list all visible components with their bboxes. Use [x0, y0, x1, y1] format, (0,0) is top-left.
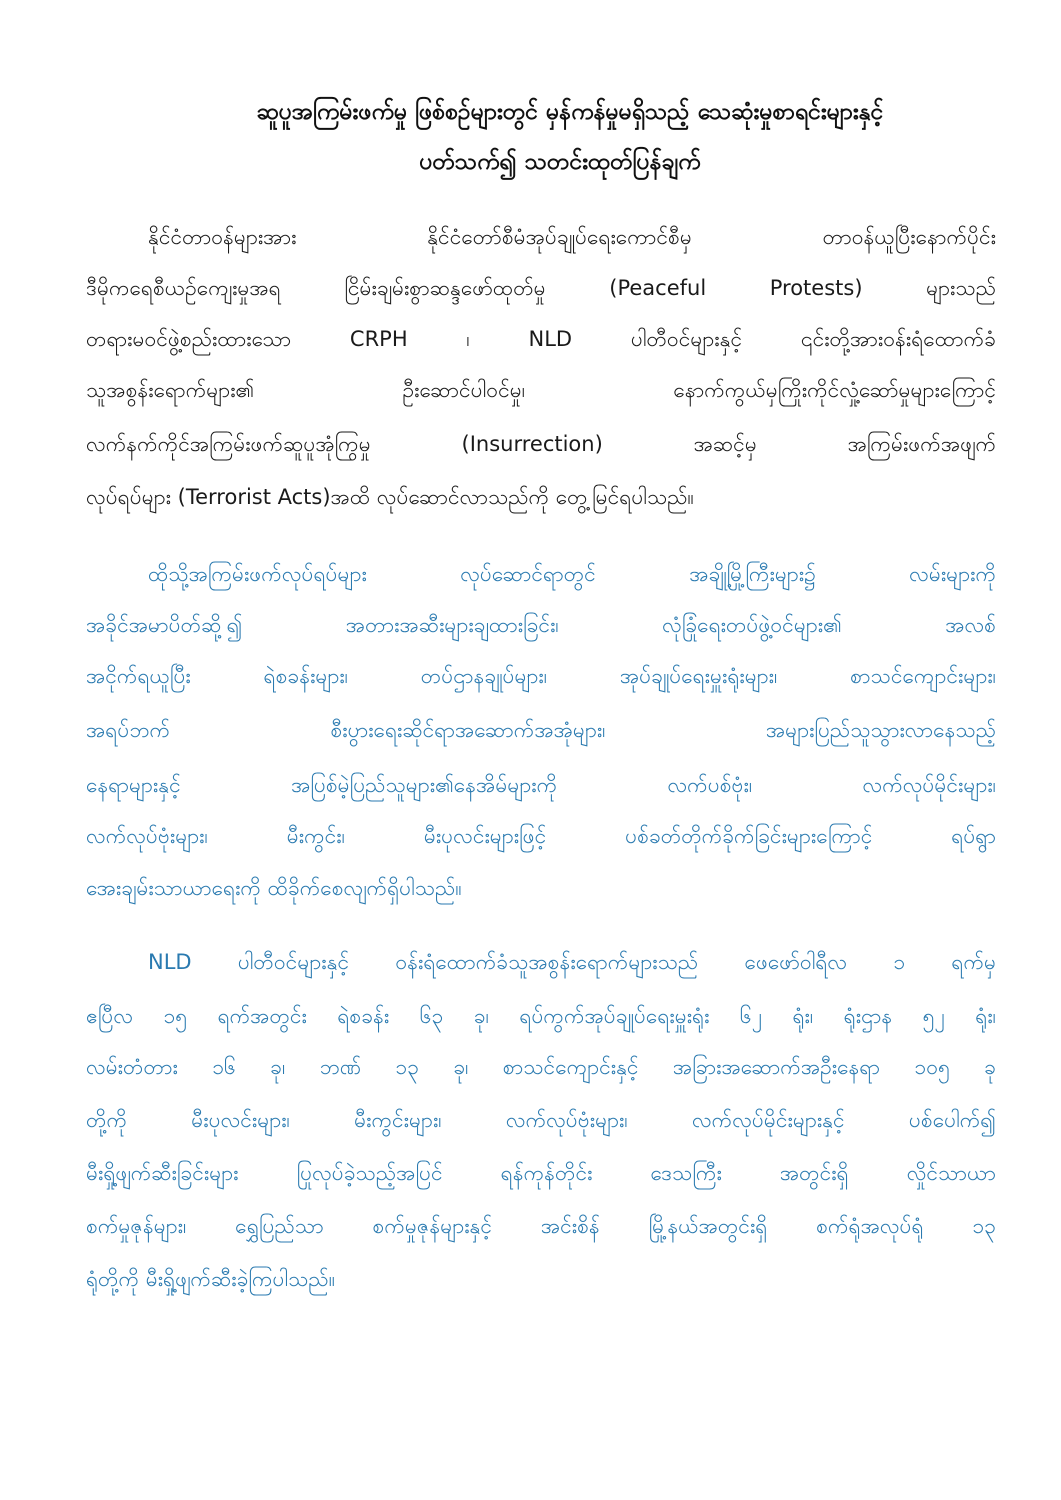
paragraph-2-line: နေရာများနှင့် အပြစ်မဲ့ပြည်သူများ၏နေအိမ်များကို လက်ပစ်ဗုံး၊ လက်လုပ်မိုင်းများ၊ [86, 773, 996, 797]
paragraph-3-line: တို့ကို မီးပုလင်းများ၊ မီးကွင်းများ၊ လက်လုပ်ဗုံးများ၊ လက်လုပ်မိုင်းများနှင့် ပစ်ပေါက်၍ [86, 1108, 996, 1132]
paragraph-2-line: လက်လုပ်ဗုံးများ၊ မီးကွင်း၊ မီးပုလင်းများဖြင့် ပစ်ခတ်တိုက်ခိုက်ခြင်းများကြောင့် ရပ်ရွာ [86, 824, 996, 848]
paragraph-1-line: လက်နက်ကိုင်အကြမ်းဖက်ဆူပူအုံကြွမှု (Insurrection) အဆင့်မှ အကြမ်းဖက်အဖျက် [86, 432, 996, 456]
paragraph-2-line: အငိုက်ရယူပြီး ရဲစခန်းများ၊ တပ်ဌာနချုပ်များ၊ အုပ်ချုပ်ရေးမှူးရုံးများ၊ စာသင်ကျောင်းများ၊ [86, 664, 996, 688]
paragraph-1-line: လုပ်ရပ်များ (Terrorist Acts)အထိ လုပ်ဆောင်လာသည်ကို တွေ့မြင်ရပါသည်။ [86, 485, 694, 509]
paragraph-2-line: အရပ်ဘက် စီးပွားရေးဆိုင်ရာအဆောက်အအုံများ၊ အများပြည်သူသွားလာနေသည့် [86, 718, 996, 742]
paragraph-2-line: ထိုသို့အကြမ်းဖက်လုပ်ရပ်များ လုပ်ဆောင်ရာတွင် အချို့မြို့ကြီးများ၌ လမ်းများကို [148, 562, 996, 586]
document-title-line-1: ဆူပူအကြမ်းဖက်မှု ဖြစ်စဉ်များတွင် မှန်ကန်မှုမရှိသည့် သေဆုံးမှုစာရင်းများနှင့် [256, 99, 884, 125]
paragraph-2-line: အခိုင်အမာပိတ်ဆို့၍ အတားအဆီးများချထားခြင်း၊ လုံခြုံရေးတပ်ဖွဲ့ဝင်များ၏ အလစ် [86, 613, 996, 637]
document-title-line-2: ပတ်သက်၍ သတင်းထုတ်ပြန်ချက် [419, 149, 701, 175]
paragraph-2-line: အေးချမ်းသာယာရေးကို ထိခိုက်စေလျက်ရှိပါသည်။ [86, 876, 462, 900]
paragraph-1-line: သူအစွန်းရောက်များ၏ ဦးဆောင်ပါဝင်မှု၊ နောက်ကွယ်မှကြိုးကိုင်လှုံ့ဆော်မှုများကြောင့် [86, 378, 996, 402]
paragraph-3-line: လမ်းတံတား ၁၆ ခု၊ ဘဏ် ၁၃ ခု၊ စာသင်ကျောင်းနှင့် အခြားအဆောက်အဦးနေရာ ၁၀၅ ခု [86, 1055, 996, 1079]
paragraph-3-line: NLD ပါတီဝင်များနှင့် ဝန်းရံထောက်ခံသူအစွန်းရောက်များသည် ဖေဖော်ဝါရီလ ၁ ရက်မှ [148, 950, 996, 974]
paragraph-3-line: ရုံတို့ကို မီးရှို့ဖျက်ဆီးခဲ့ကြပါသည်။ [86, 1267, 336, 1291]
paragraph-3-line: ဧပြီလ ၁၅ ရက်အတွင်း ရဲစခန်း ၆၃ ခု၊ ရပ်ကွက်အုပ်ချုပ်ရေးမှူးရုံး ၆၂ ရုံး၊ ရုံးဌာန ၅၂ ရုံး၊ [86, 1004, 996, 1028]
paragraph-3-line: စက်မှုဇုန်များ၊ ရွှေပြည်သာ စက်မှုဇုန်များနှင့် အင်းစိန် မြို့နယ်အတွင်းရှိ စက်ရုံအလုပ်ရုံ ၁၃ [86, 1214, 996, 1238]
paragraph-1-line: တရားမဝင်ဖွဲ့စည်းထားသော CRPH ၊ NLD ပါတီဝင်များနှင့် ၎င်းတို့အားဝန်းရံထောက်ခံ [86, 327, 996, 351]
paragraph-1-line: ဒီမိုကရေစီယဉ်ကျေးမှုအရ ငြိမ်းချမ်းစွာဆန္ဒဖော်ထုတ်မှု (Peaceful Protests) များသည် [86, 276, 996, 300]
paragraph-3-line: မီးရှို့ဖျက်ဆီးခြင်းများ ပြုလုပ်ခဲ့သည့်အပြင် ရန်ကုန်တိုင်း ဒေသကြီး အတွင်းရှိ လှိုင်သာယာ [86, 1161, 996, 1185]
paragraph-1-line: နိုင်ငံတာဝန်များအား နိုင်ငံတော်စီမံအုပ်ချုပ်ရေးကောင်စီမှ တာဝန်ယူပြီးနောက်ပိုင်း [148, 225, 996, 249]
